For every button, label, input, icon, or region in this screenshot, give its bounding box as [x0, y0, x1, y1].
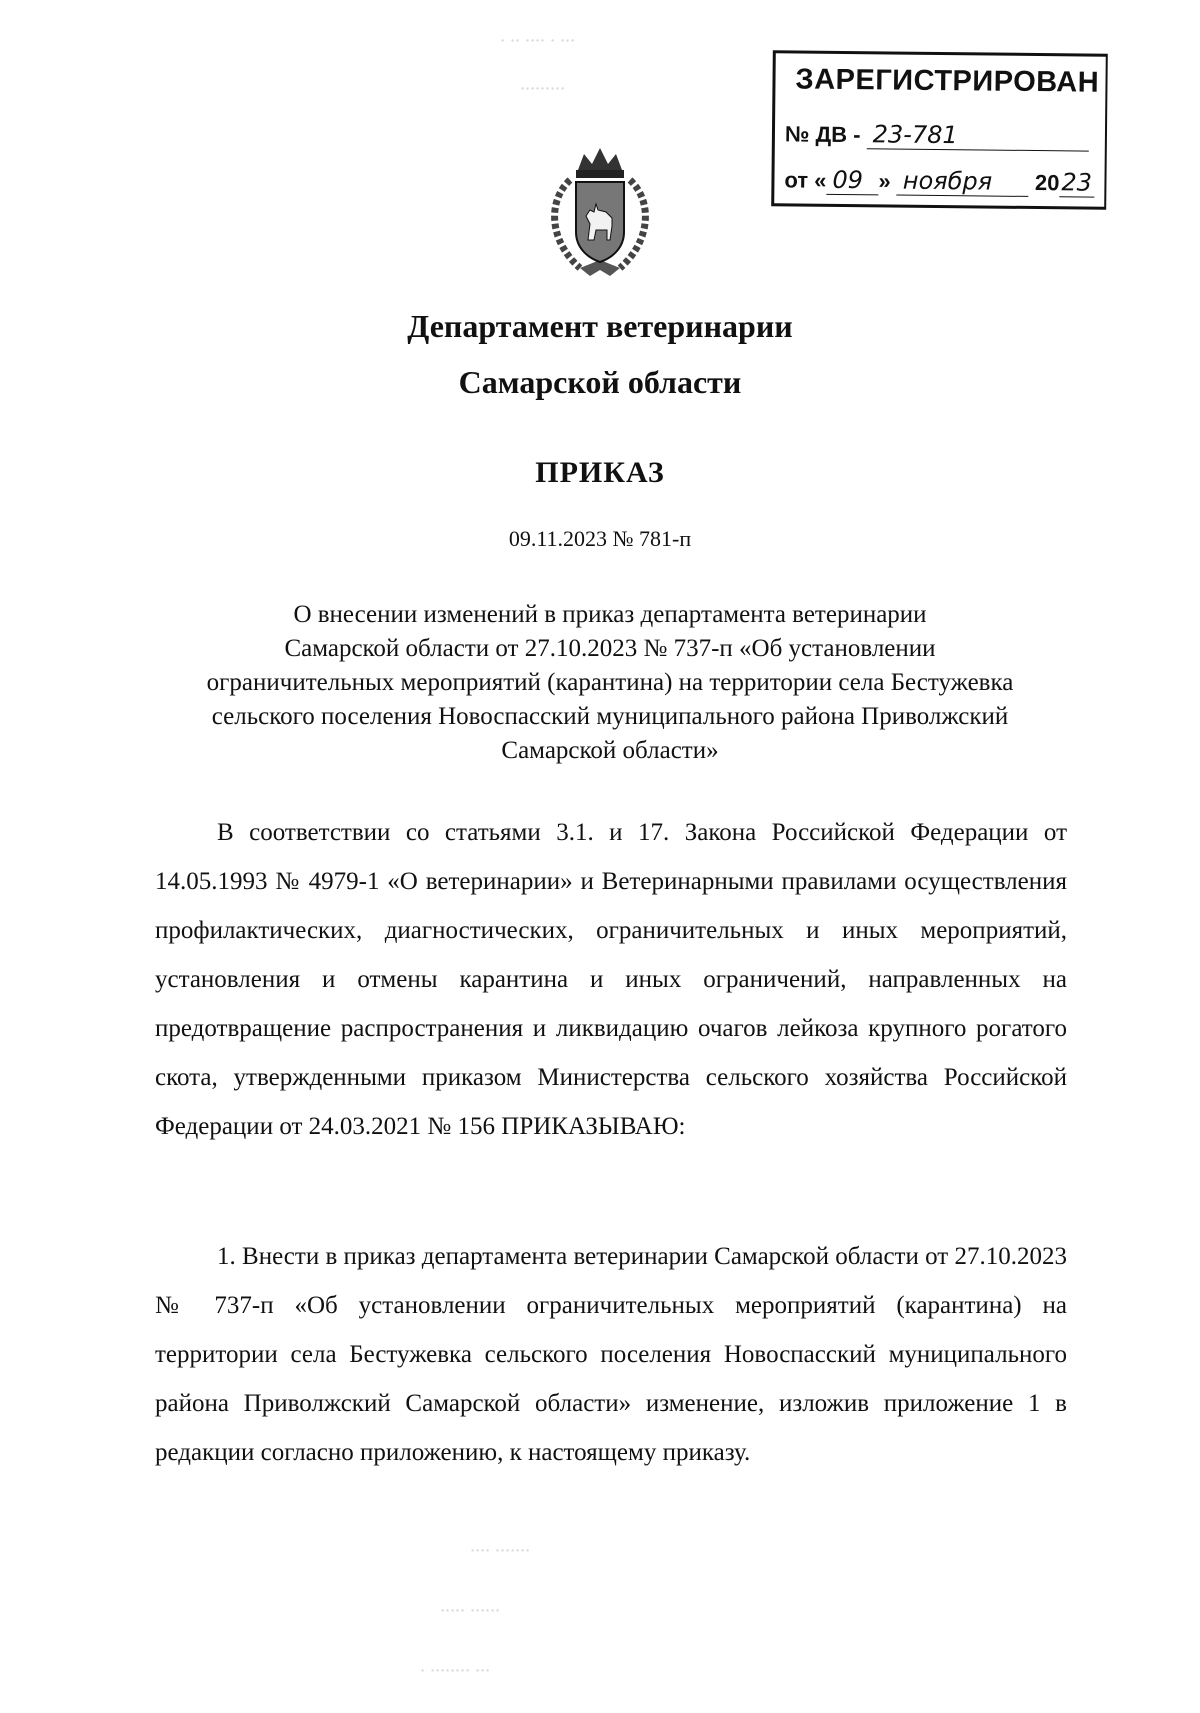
subject-line: Самарской области»	[501, 737, 719, 764]
department-name-line1: Департамент ветеринарии	[407, 308, 793, 344]
stamp-year-suffix: 23	[1059, 168, 1094, 197]
preamble-paragraph	[155, 808, 1067, 1151]
samara-coat-of-arms-icon	[540, 140, 660, 280]
subject-line: Самарской области от 27.10.2023 № 737-п «Об установлении	[284, 635, 936, 662]
stamp-date-line	[784, 165, 1094, 197]
stamp-number-label: № ДВ -	[784, 121, 861, 148]
subject-line: ограничительных мероприятий (карантина) на территории села Бестужевка	[206, 669, 1014, 696]
bleed-through-text: ∙ ∙∙ ∙∙∙∙ ∙ ∙∙∙	[500, 30, 575, 52]
document-type-title: ПРИКАЗ	[535, 456, 665, 489]
stamp-title: ЗАРЕГИСТРИРОВАН	[795, 63, 1100, 99]
order-item-1-paragraph	[155, 1232, 1067, 1477]
bleed-through-text: ∙∙∙∙∙∙∙∙∙	[520, 78, 565, 100]
stamp-date-day: 09	[826, 166, 878, 196]
bleed-through-text: ∙ ∙∙∙∙∙∙∙∙ ∙∙∙	[420, 1660, 490, 1682]
subject-line: О внесении изменений в приказ департамента ветеринарии	[293, 601, 927, 628]
preamble-text: В соответствии со статьями 3.1. и 17. Закона Российской Федерации от 14.05.1993 № 4979-1 «О ветеринарии» и Ветеринарными правилами осуществления профилактических, диагностических, ограничительных и иных мероприятий, установления и отмены карантина и иных ограничений, направленных на предотвращение распространения и ликвидацию очагов лейкоза крупного рогатого скота, утвержденными приказом Министерства сельского хозяйства Российской Федерации от 24.03.2021 № 156 ПРИКАЗЫВАЮ:	[155, 819, 1067, 1140]
order-subject	[150, 598, 1070, 768]
stamp-year-prefix: 20	[1034, 170, 1060, 196]
registration-stamp	[771, 50, 1108, 209]
bleed-through-text: ∙∙∙∙ ∙∙∙∙∙∙∙	[470, 1540, 530, 1562]
bleed-through-text: ∙∙∙∙∙ ∙∙∙∙∙∙	[440, 1600, 500, 1622]
stamp-date-month: ноября	[897, 167, 1029, 197]
stamp-date-prefix: от «	[784, 167, 827, 193]
stamp-number-line	[785, 119, 1089, 151]
department-name-line2: Самарской области	[458, 364, 742, 400]
stamp-date-sep: »	[878, 168, 891, 194]
stamp-number-handwritten: 23-781	[867, 120, 1089, 151]
document-date-number: 09.11.2023 № 781-п	[508, 526, 692, 551]
order-item-1-text: 1. Внести в приказ департамента ветеринарии Самарской области от 27.10.2023 № 737-п «Об установлении ограничительных мероприятий (карантина) на территории села Бестужевка сельского поселения Новоспасский муниципального района Приволжский Самарской области» изменение, изложив приложение 1 в редакции согласно приложению, к настоящему приказу.	[155, 1243, 1067, 1466]
subject-line: сельского поселения Новоспасский муниципального района Приволжский	[211, 703, 1009, 730]
